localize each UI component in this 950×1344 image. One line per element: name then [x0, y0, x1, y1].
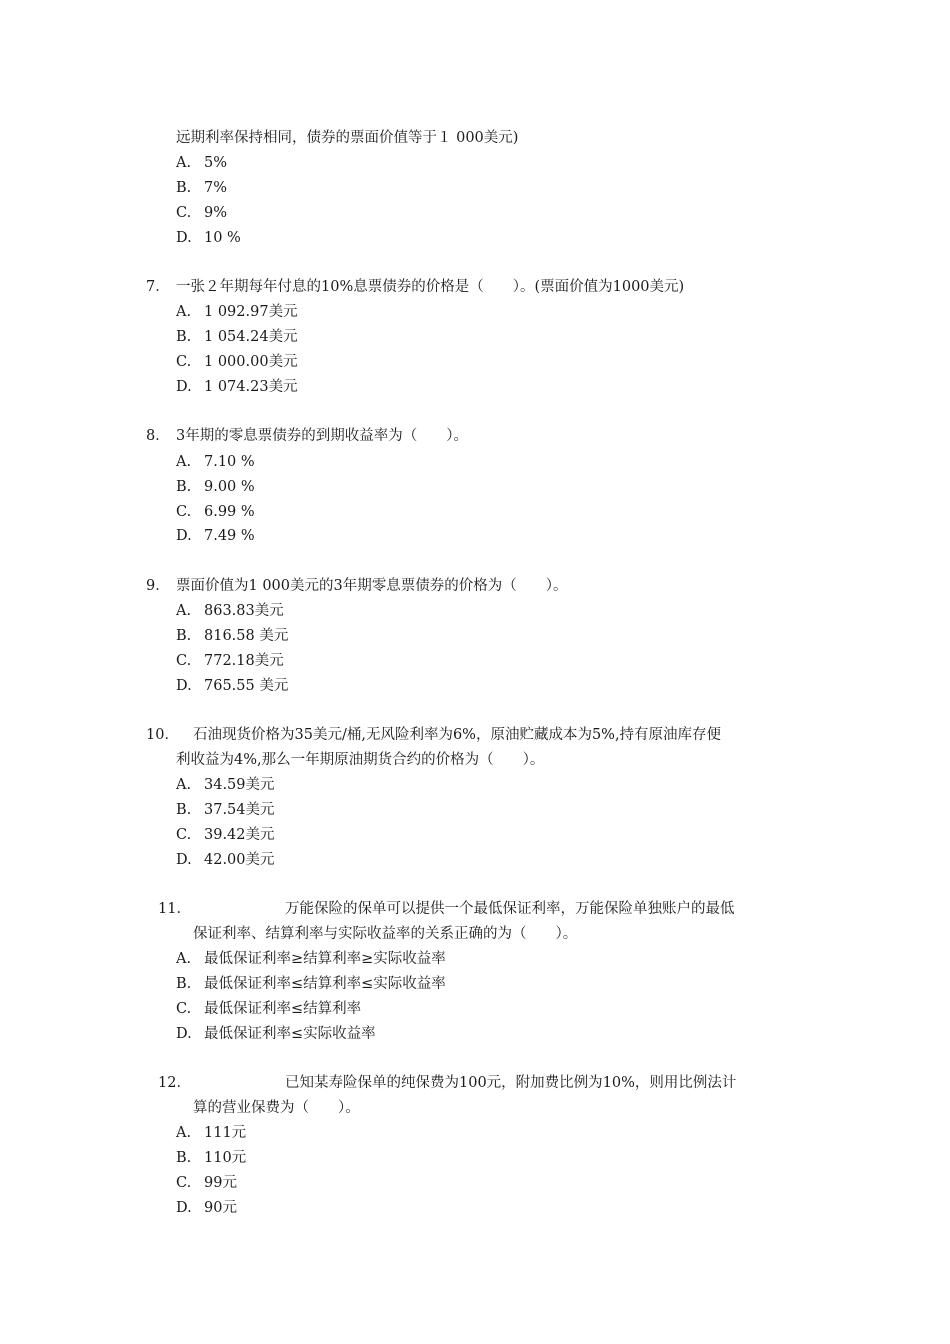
question-12-option-a: A. 111元 — [176, 1125, 247, 1141]
question-12-number: 12． — [158, 1075, 191, 1091]
question-6-option-c: C. 9% — [176, 205, 228, 221]
question-12-text-line2: 算的营业保费为（ ）。 — [193, 1100, 360, 1116]
question-6-continuation: 远期利率保持相同，债券的票面价值等于１ 000美元) — [176, 130, 519, 146]
question-10-text-line2: 利收益为4%,那么一年期原油期货合约的价格为（ ）。 — [176, 752, 545, 768]
question-9-number: 9． — [146, 578, 170, 594]
question-11-option-c: C. 最低保证利率≤结算利率 — [176, 1001, 362, 1017]
question-12-option-d: D. 90元 — [176, 1200, 237, 1216]
question-7-number: 7． — [146, 279, 170, 295]
question-12-option-b: B. 110元 — [176, 1150, 247, 1166]
question-9-text: 票面价值为1 000美元的3年期零息票债券的价格为（ ）。 — [176, 578, 568, 594]
question-10-option-b: B. 37.54美元 — [176, 802, 275, 818]
question-7-option-b: B. 1 054.24美元 — [176, 329, 298, 345]
question-7-option-d: D. 1 074.23美元 — [176, 379, 298, 395]
question-8-number: 8． — [146, 428, 170, 444]
question-7-text: 一张２年期每年付息的10%息票债券的价格是（ ）。(票面价值为1000美元) — [176, 279, 685, 295]
question-10-option-d: D. 42.00美元 — [176, 852, 275, 868]
question-10-option-a: A. 34.59美元 — [176, 777, 275, 793]
question-11-number: 11． — [158, 901, 191, 917]
question-6-option-b: B. 7% — [176, 180, 228, 196]
question-11-option-a: A. 最低保证利率≥结算利率≥实际收益率 — [176, 951, 446, 967]
question-6-option-a: A. 5% — [176, 155, 228, 171]
question-6-option-d: D. 10 % — [176, 230, 241, 246]
question-8-option-a: A. 7.10 % — [176, 454, 255, 470]
question-8-option-c: C. 6.99 % — [176, 504, 255, 520]
question-8-text: 3年期的零息票债券的到期收益率为（ ）。 — [176, 428, 468, 444]
question-10-option-c: C. 39.42美元 — [176, 827, 275, 843]
question-11-option-b: B. 最低保证利率≤结算利率≤实际收益率 — [176, 976, 446, 992]
question-10-text-line1: 石油现货价格为35美元/桶,无风险利率为6%，原油贮藏成本为5%,持有原油库存便 — [193, 727, 722, 743]
question-9-option-c: C. 772.18美元 — [176, 653, 284, 669]
question-7-option-c: C. 1 000.00美元 — [176, 354, 298, 370]
question-11-text-line1: 万能保险的保单可以提供一个最低保证利率，万能保险单独账户的最低 — [285, 901, 735, 917]
question-7-option-a: A. 1 092.97美元 — [176, 304, 298, 320]
question-10-number: 10． — [146, 727, 179, 743]
question-9-option-a: A. 863.83美元 — [176, 603, 284, 619]
question-9-option-d: D. 765.55 美元 — [176, 678, 289, 694]
question-8-option-b: B. 9.00 % — [176, 479, 255, 495]
question-12-option-c: C. 99元 — [176, 1175, 237, 1191]
question-8-option-d: D. 7.49 % — [176, 528, 255, 544]
question-12-text-line1: 已知某寿险保单的纯保费为100元，附加费比例为10%，则用比例法计 — [285, 1075, 737, 1091]
question-9-option-b: B. 816.58 美元 — [176, 628, 289, 644]
question-11-option-d: D. 最低保证利率≤实际收益率 — [176, 1026, 376, 1042]
question-11-text-line2: 保证利率、结算利率与实际收益率的关系正确的为（ ）。 — [193, 926, 578, 942]
